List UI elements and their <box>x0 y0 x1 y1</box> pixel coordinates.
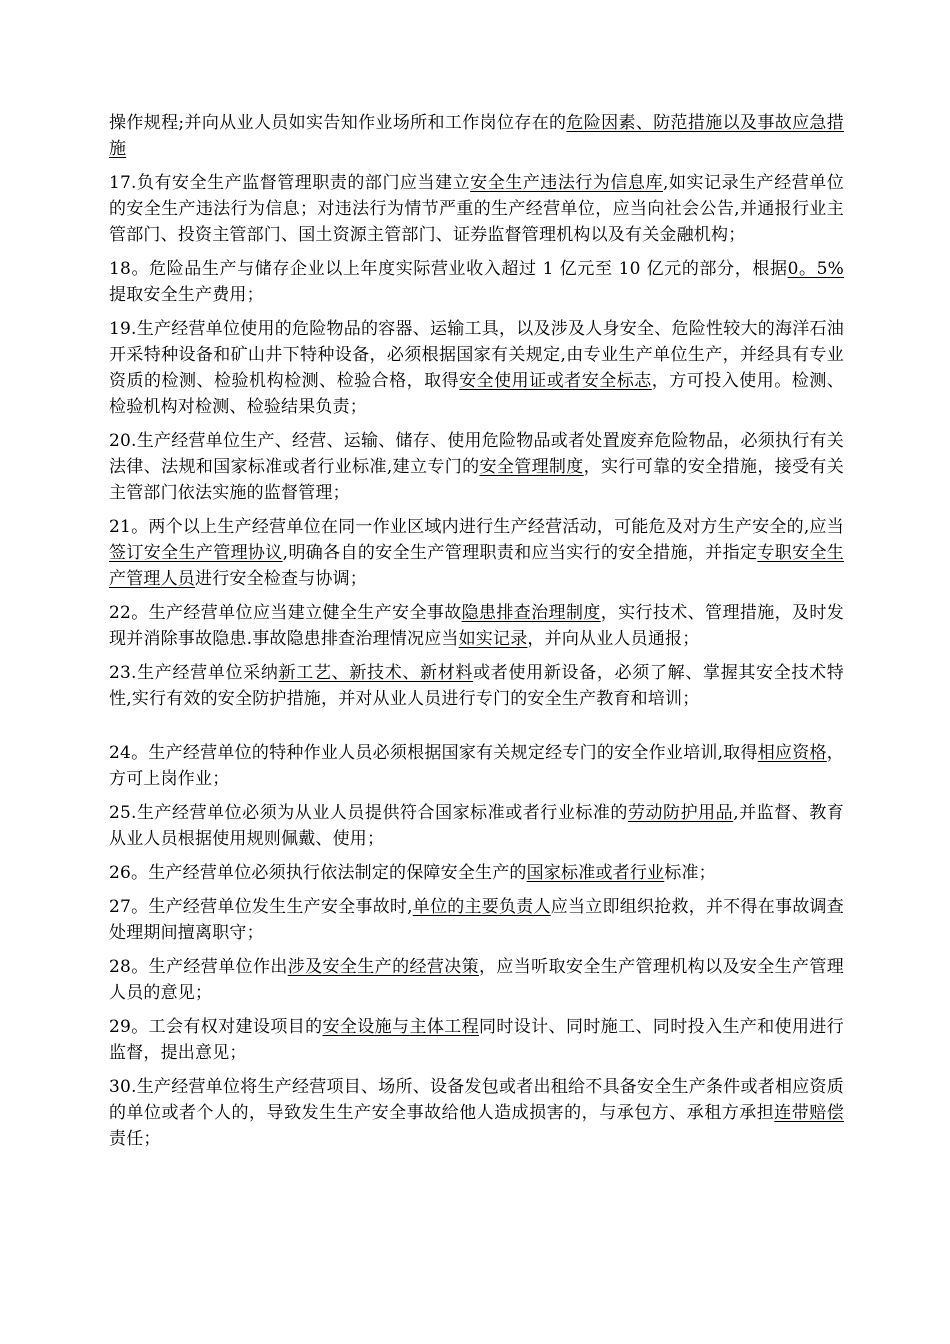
paragraph-23 <box>109 660 844 712</box>
text-segment: 应当立即组织抢救，并不得在事故调查处理期间擅离职守； <box>109 897 844 943</box>
paragraph-20 <box>109 428 844 506</box>
text-segment: ,明确各自的安全生产管理职责和应当实行的安全措施，并指定 <box>282 543 758 563</box>
paragraph-26 <box>109 860 844 886</box>
underlined-answer: 专职安全生产管理人员 <box>109 543 845 589</box>
underlined-answer: 涉及安全生产的经营决策 <box>287 957 480 977</box>
text-segment: 17.负有安全生产监督管理职责的部门应当建立 <box>109 173 471 193</box>
document-page <box>109 110 844 1160</box>
text-segment: ,如实记录生产经营单位的安全生产违法行为信息；对违法行为情节严重的生产经营单位，应当向社会公告,并通报行业主管部门、投资主管部门、国土资源主管部门、证券监督管理机构以及有关金融机构； <box>109 173 845 245</box>
paragraph-22 <box>109 600 844 652</box>
paragraph-24 <box>109 740 844 792</box>
text-segment: 标准； <box>664 863 716 883</box>
paragraph-30 <box>109 1074 844 1152</box>
paragraph-28 <box>109 954 844 1006</box>
underlined-answer: 安全使用证或者安全标志 <box>459 371 652 391</box>
text-segment: ，应当听取安全生产管理机构以及安全生产管理人员的意见； <box>109 957 844 1003</box>
underlined-answer: 国家标准或者行业 <box>526 863 665 883</box>
text-segment: 责任； <box>109 1129 161 1149</box>
text-segment: ，实行可靠的安全措施，接受有关主管部门依法实施的监督管理； <box>109 457 844 503</box>
text-segment: ，并向从业人员通报； <box>527 629 700 649</box>
text-segment: 26。生产经营单位必须执行依法制定的保障安全生产的 <box>109 863 527 883</box>
text-segment: 进行安全检查与协调； <box>195 569 367 589</box>
underlined-answer: 相应资格 <box>757 743 827 763</box>
paragraph-21 <box>109 514 844 592</box>
underlined-answer: 安全设施与主体工程 <box>322 1017 480 1037</box>
underlined-answer: 安全管理制度 <box>479 457 584 477</box>
underlined-answer: 劳动防护用品 <box>627 803 734 823</box>
underlined-answer: 新工艺、新技术、新材料 <box>278 663 474 683</box>
text-segment: 24。生产经营单位的特种作业人员必须根据国家有关规定经专门的安全作业培训,取得 <box>109 743 758 763</box>
text-segment: 或者使用新设备，必须了解、掌握其安全技术特性,实行有效的安全防护措施，并对从业人员进行专门的安全生产教育和培训； <box>109 663 844 709</box>
text-segment: 18。危险品生产与储存企业以上年度实际营业收入超过 1 亿元至 10 亿元的部分，根据 <box>109 259 788 279</box>
underlined-answer: 安全生产违法行为信息库 <box>470 173 664 193</box>
underlined-answer: 危险因素、防范措施以及事故应急措施 <box>109 113 844 159</box>
text-segment: 21。两个以上生产经营单位在同一作业区域内进行生产经营活动，可能危及对方生产安全的,应当 <box>109 517 844 537</box>
text-segment: 27。生产经营单位发生生产安全事故时, <box>109 897 413 917</box>
paragraph-27 <box>109 894 844 946</box>
text-segment: 30.生产经营单位将生产经营项目、场所、设备发包或者出租给不具备安全生产条件或者相应资质的单位或者个人的，导致发生生产安全事故给他人造成损害的，与承包方、承租方承担 <box>109 1077 844 1123</box>
text-segment: ,并监督、教育从业人员根据使用规则佩戴、使用； <box>109 803 845 849</box>
text-segment: 25.生产经营单位必须为从业人员提供符合国家标准或者行业标准的 <box>109 803 628 823</box>
text-segment: ，实行技术、管理措施，及时发现并消除事故隐患.事故隐患排查治理情况应当 <box>109 603 844 649</box>
text-segment: 操作规程;并向从业人员如实告知作业场所和工作岗位存在的 <box>109 113 567 133</box>
underlined-answer: 签订安全生产管理协议 <box>109 543 283 563</box>
paragraph-18 <box>109 256 844 308</box>
paragraph-continued-16 <box>109 110 844 162</box>
underlined-answer: 如实记录 <box>458 629 528 649</box>
underlined-answer: 单位的主要负责人 <box>412 897 551 917</box>
text-segment: 提取安全生产费用； <box>109 285 264 305</box>
text-segment: 29。工会有权对建设项目的 <box>109 1017 323 1037</box>
underlined-answer: 隐患排查治理制度 <box>461 603 601 623</box>
text-segment: 22。生产经营单位应当建立健全生产安全事故 <box>109 603 462 623</box>
text-segment: 28。生产经营单位作出 <box>109 957 288 977</box>
text-segment: ，方可上岗作业； <box>109 743 844 789</box>
underlined-answer: 连带赔偿 <box>774 1103 844 1123</box>
text-segment: 同时设计、同时施工、同时投入生产和使用进行监督，提出意见； <box>109 1017 844 1063</box>
paragraph-17 <box>109 170 844 248</box>
paragraph-25 <box>109 800 844 852</box>
paragraph-29 <box>109 1014 844 1066</box>
text-segment: 23.生产经营单位采纳 <box>109 663 279 683</box>
paragraph-19 <box>109 316 844 420</box>
underlined-answer: 0。5% <box>787 259 844 279</box>
text-segment: 20.生产经营单位生产、经营、运输、储存、使用危险物品或者处置废弃危险物品，必须执行有关法律、法规和国家标准或者行业标准,建立专门的 <box>109 431 844 477</box>
text-segment: 19.生产经营单位使用的危险物品的容器、运输工具，以及涉及人身安全、危险性较大的海洋石油开采特种设备和矿山井下特种设备，必须根据国家有关规定,由专业生产单位生产，并经具有专业资质的检测、检验机构检测、检验合格，取得 <box>109 319 844 391</box>
text-segment: ，方可投入使用。检测、检验机构对检测、检验结果负责； <box>109 371 845 417</box>
